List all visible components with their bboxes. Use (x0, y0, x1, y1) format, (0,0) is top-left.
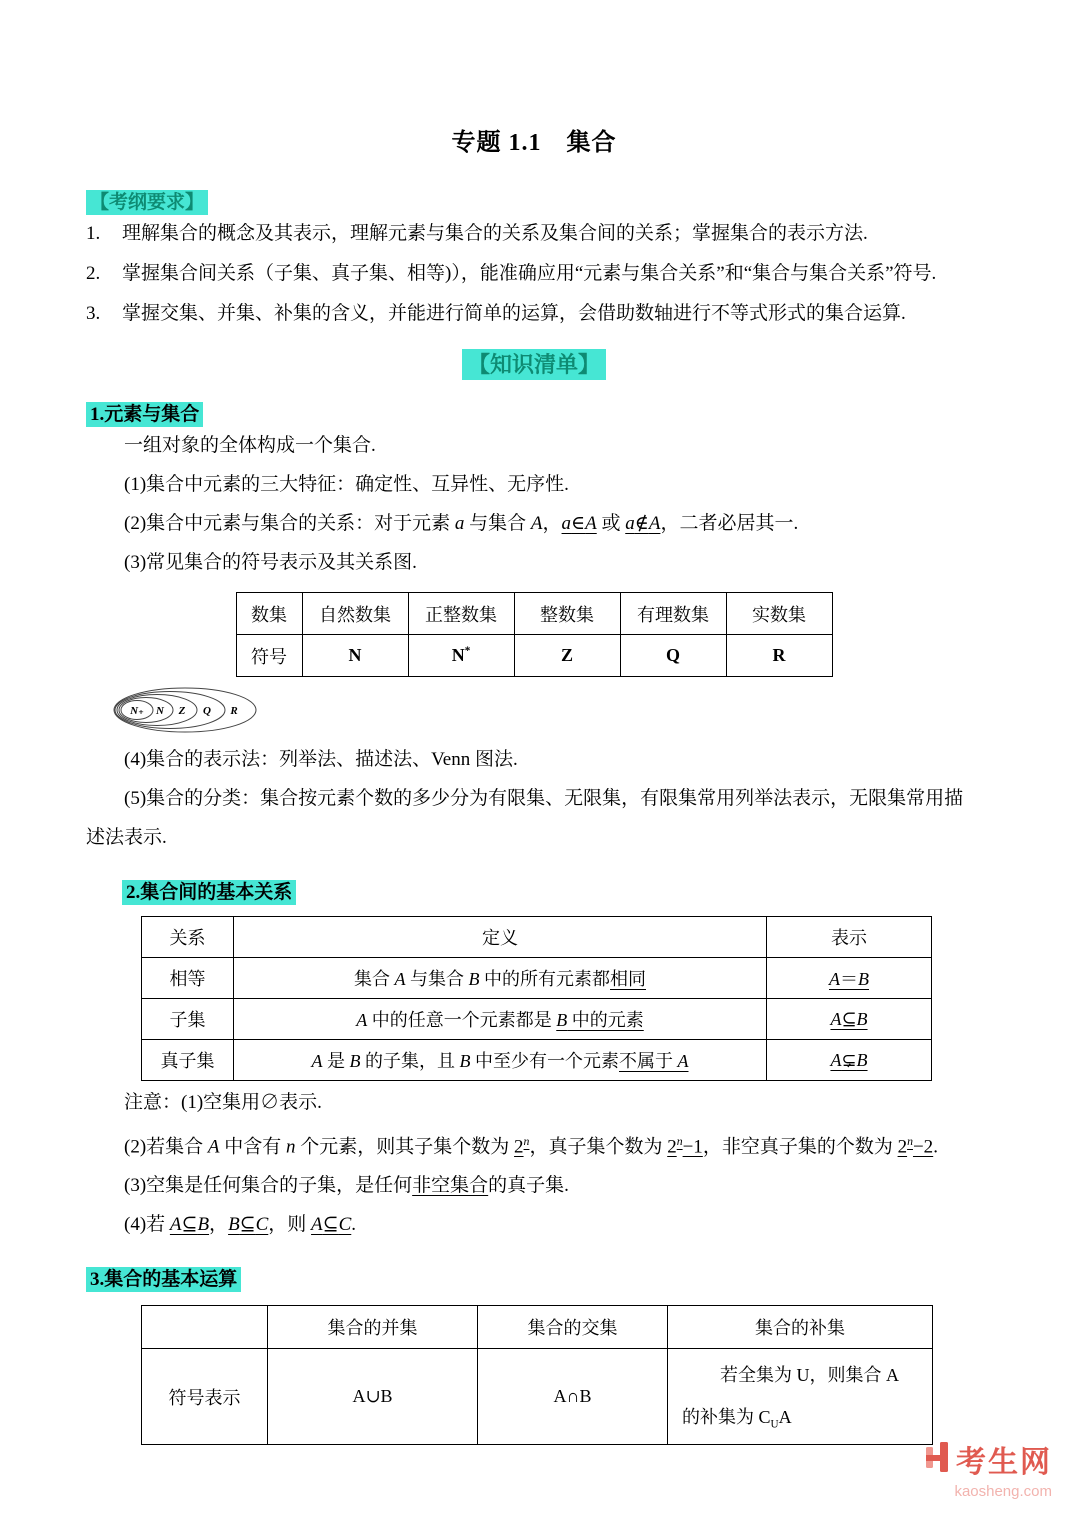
table-cell: 集合的补集 (668, 1306, 933, 1349)
section2-note4: (4)若 A⊆B，B⊆C，则 A⊆C. (124, 1214, 357, 1236)
table-cell: A＝B (767, 958, 932, 999)
table-cell: 集合的交集 (478, 1306, 668, 1349)
venn-label: Z (178, 705, 186, 717)
section2-notes (86, 1083, 982, 1244)
table-cell: 符号 (236, 635, 302, 677)
section2-note1: 注意：(1)空集用∅表示. (124, 1092, 322, 1113)
section3-heading-row (86, 1264, 982, 1291)
section2-heading: 2.集合间的基本关系 (122, 880, 296, 905)
number-sets-symbol-row (236, 635, 832, 677)
table-cell: 实数集 (726, 593, 832, 635)
table-cell: 若全集为 U，则集合 A 的补集为 $C_UA$ (668, 1349, 933, 1445)
watermark-domain: kaosheng.com (954, 1483, 1052, 1500)
table-cell: 符号表示 (142, 1349, 268, 1445)
table-cell: 有理数集 (620, 593, 726, 635)
venn-label: N₊ (130, 705, 144, 717)
table-cell: 表示 (767, 917, 932, 958)
number-sets-venn-diagram (112, 685, 982, 740)
section1-heading: 1.元素与集合 (86, 402, 203, 427)
table-cell: 集合的并集 (268, 1306, 478, 1349)
table-cell: A 是 B 的子集，且 B 中至少有一个元素不属于 A (234, 1040, 767, 1081)
operations-symbol-row (142, 1349, 933, 1445)
table-cell: A⊆B (767, 999, 932, 1040)
requirement-item-3 (86, 294, 982, 334)
relations-row-proper-subset (142, 1040, 932, 1081)
number-sets-header-row (236, 593, 832, 635)
table-cell: A⊊B (767, 1040, 932, 1081)
venn-label: N (156, 705, 164, 717)
requirement-number: 3. (86, 303, 101, 324)
section1-item4: (4)集合的表示法：列举法、描述法、Venn 图法. (124, 749, 518, 770)
section2-heading-row (86, 877, 982, 904)
section2-note3: (3)空集是任何集合的子集，是任何非空集合的真子集. (124, 1175, 569, 1197)
relations-row-equal (142, 958, 932, 999)
section1-item3: (3)常见集合的符号表示及其关系图. (124, 552, 417, 573)
table-cell: 定义 (234, 917, 767, 958)
requirement-number: 1. (86, 223, 101, 244)
table-cell: N* (408, 635, 514, 677)
table-cell (142, 1306, 268, 1349)
number-sets-table (236, 592, 833, 677)
table-cell: A 中的任意一个元素都是 B 中的元素 (234, 999, 767, 1040)
knowledge-list-heading: 【知识清单】 (462, 349, 606, 380)
knowledge-list-heading-row (86, 348, 982, 379)
table-cell: N (302, 635, 408, 677)
table-cell: Z (514, 635, 620, 677)
requirement-item-1 (86, 214, 982, 254)
exam-requirements-heading: 【考纲要求】 (86, 190, 208, 215)
table-cell: 子集 (142, 999, 234, 1040)
section2-note2: (2)若集合 A 中含有 n 个元素，则其子集个数为 2$^n$，真子集个数为 $2^n-1$，非空真子集的个数为 $2^n-2$. (124, 1135, 938, 1158)
section3-heading: 3.集合的基本运算 (86, 1267, 241, 1292)
table-cell: 正整数集 (408, 593, 514, 635)
table-cell: R (726, 635, 832, 677)
venn-label: R (230, 705, 238, 717)
venn-label: Q (203, 705, 211, 717)
table-cell: 关系 (142, 917, 234, 958)
requirement-text: 掌握交集、并集、补集的含义，并能进行简单的运算，会借助数轴进行不等式形式的集合运算. (122, 303, 906, 324)
table-cell: 真子集 (142, 1040, 234, 1081)
section1-item2: (2)集合中元素与集合的关系：对于元素 a 与集合 A，a∈A 或 a∉A，二者必居其一. (124, 513, 799, 534)
relations-row-subset (142, 999, 932, 1040)
requirement-text: 理解集合的概念及其表示，理解元素与集合的关系及集合间的关系；掌握集合的表示方法. (122, 223, 868, 244)
table-cell: 数集 (236, 593, 302, 635)
requirement-number: 2. (86, 263, 101, 284)
requirement-item-2 (86, 254, 982, 294)
section1-intro: 一组对象的全体构成一个集合. (124, 435, 376, 456)
table-cell: Q (620, 635, 726, 677)
table-cell: 集合 A 与集合 B 中的所有元素都相同 (234, 958, 767, 999)
table-cell: 整数集 (514, 593, 620, 635)
table-cell: 相等 (142, 958, 234, 999)
requirement-text: 掌握集合间关系（子集、真子集、相等)），能准确应用“元素与集合关系”和“集合与集合关系”符号. (122, 263, 937, 284)
table-cell: 自然数集 (302, 593, 408, 635)
exam-requirements-heading-row (86, 187, 982, 214)
table-cell: A∩B (478, 1349, 668, 1445)
watermark-brand: 考生网 (956, 1446, 1052, 1479)
table-cell: A∪B (268, 1349, 478, 1445)
relations-header-row (142, 917, 932, 958)
page-title: 专题 1.1 集合 (451, 130, 617, 156)
operations-table (141, 1305, 933, 1445)
kaosheng-logo-icon (925, 1440, 951, 1479)
kaosheng-watermark (925, 1437, 1052, 1500)
section1-item1: (1)集合中元素的三大特征：确定性、互异性、无序性. (124, 474, 569, 495)
section1-heading-row (86, 399, 982, 426)
relations-table (141, 916, 932, 1081)
operations-header-row (142, 1306, 933, 1349)
section1-item5: (5)集合的分类：集合按元素个数的多少分为有限集、无限集，有限集常用列举法表示，无限集常用描述法表示. (86, 788, 964, 848)
